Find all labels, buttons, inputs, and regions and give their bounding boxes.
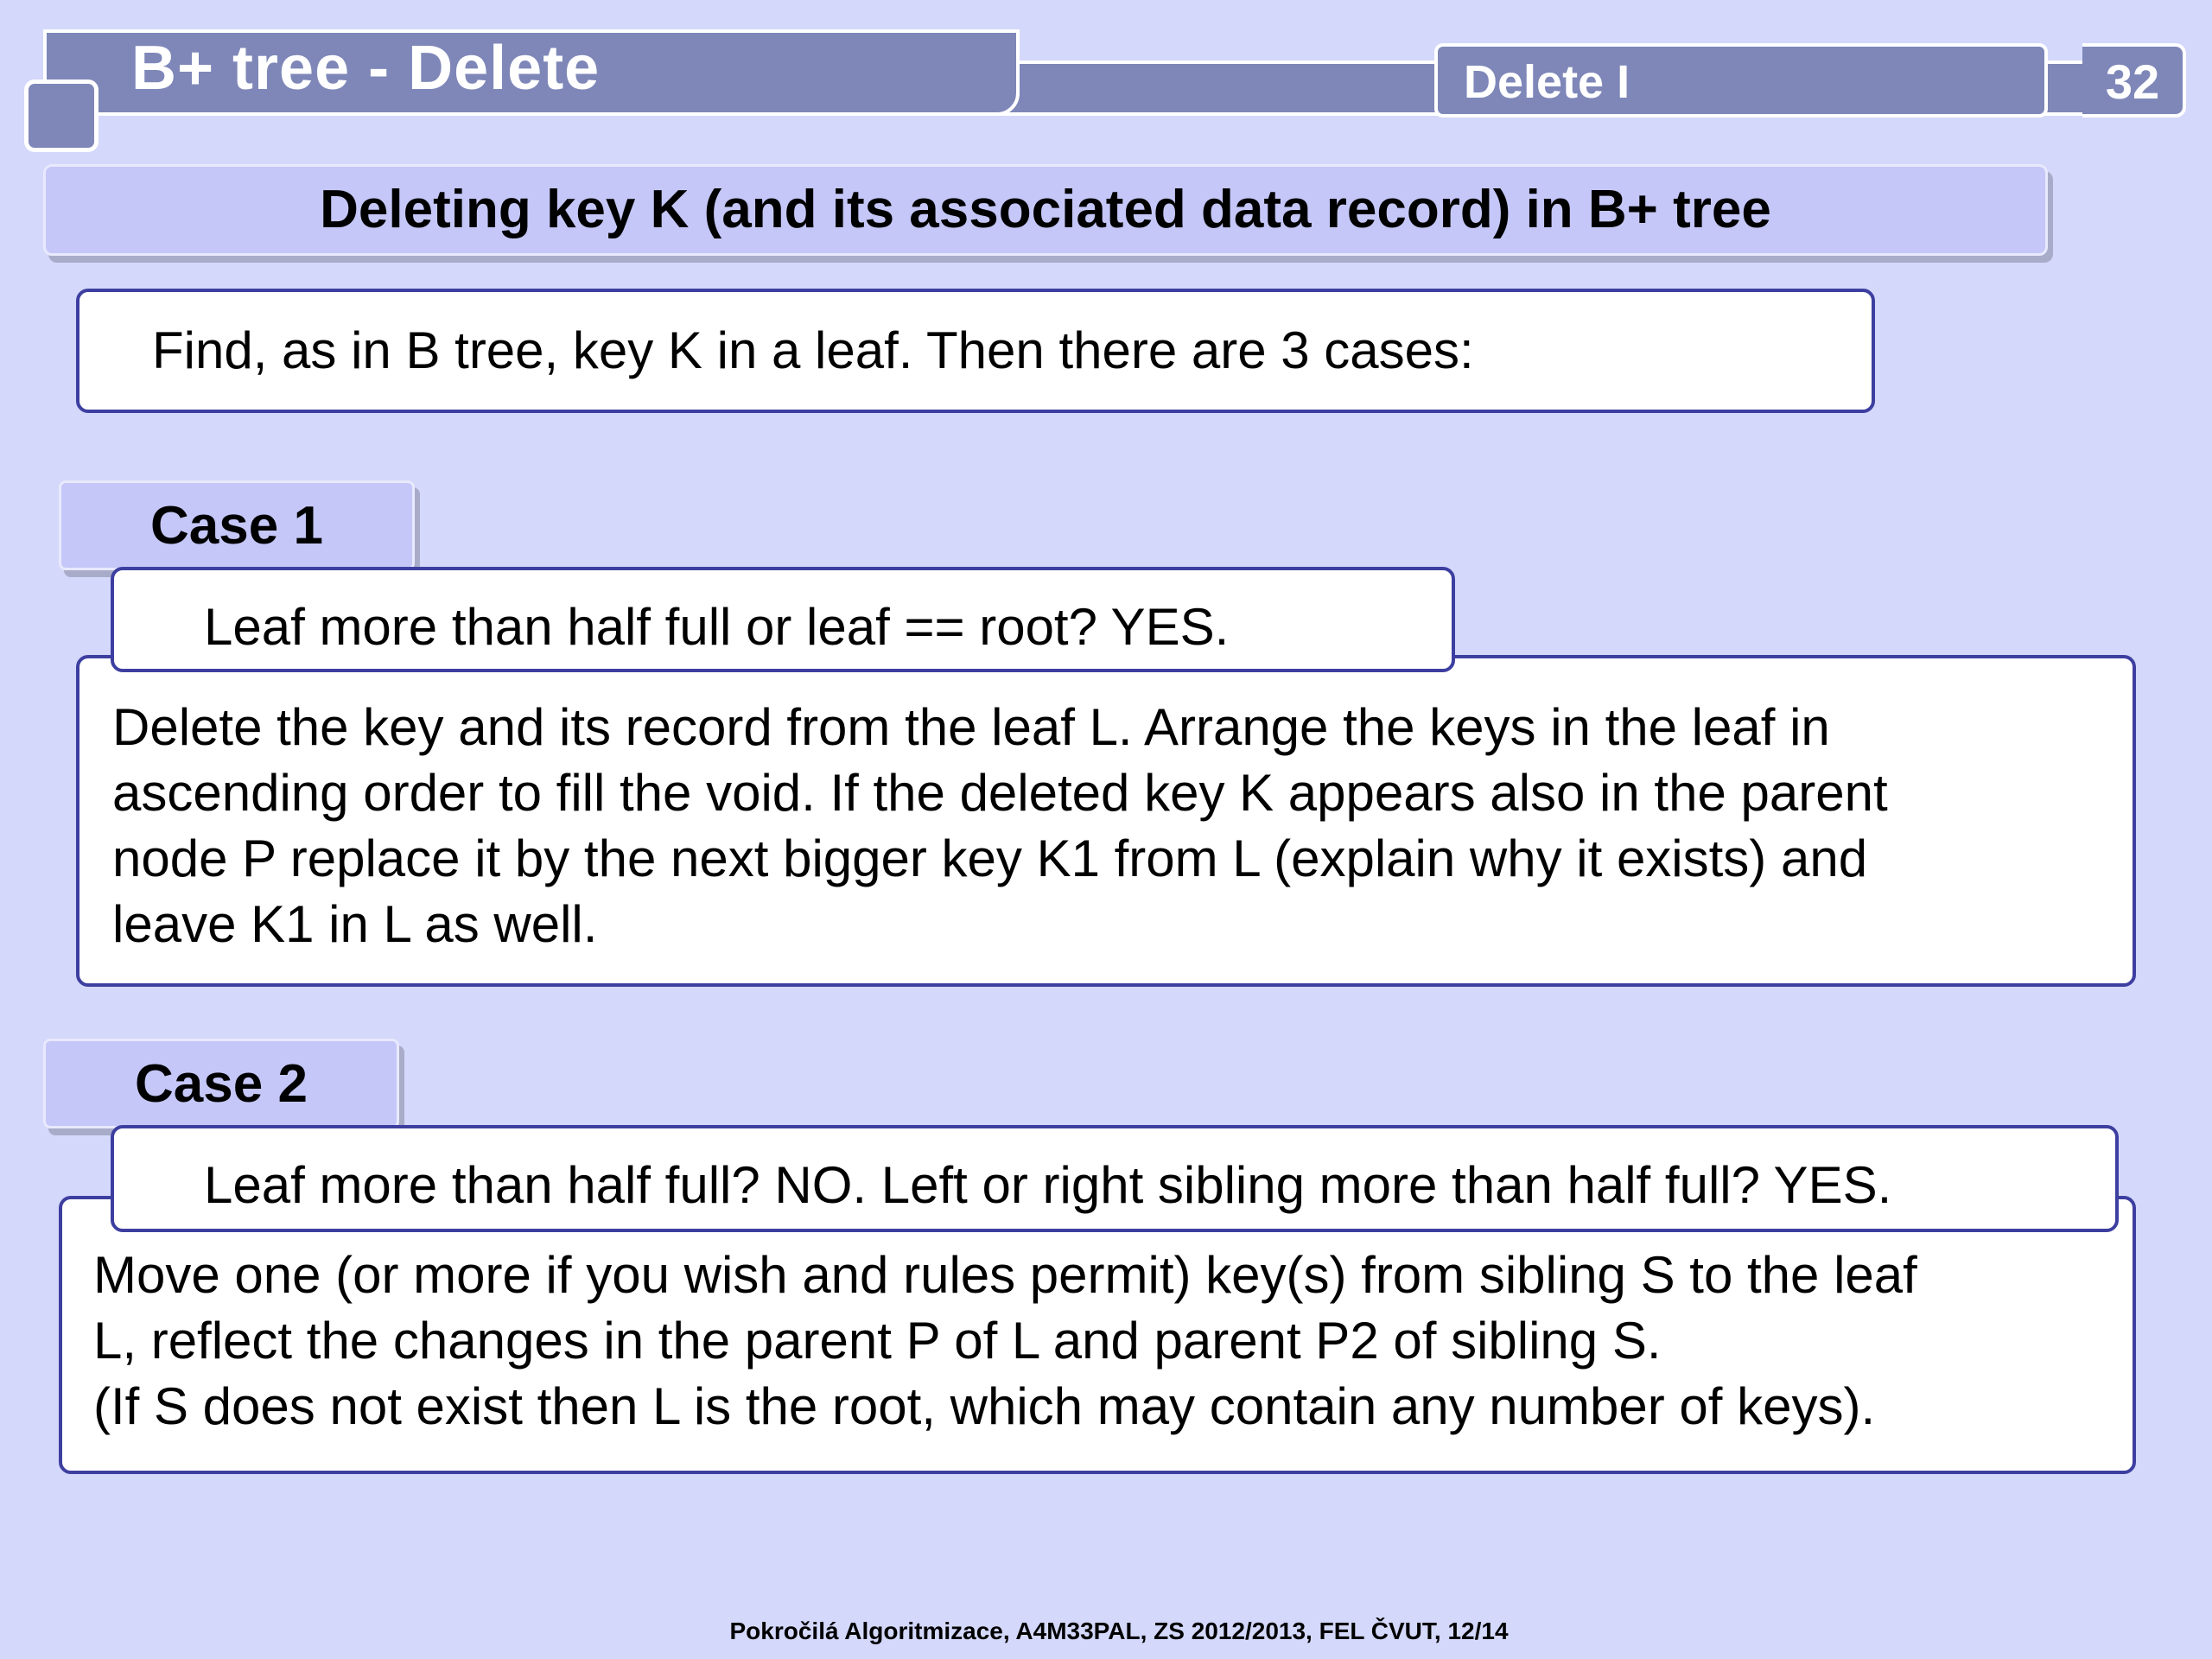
case1-line: ascending order to fill the void. If the deleted key K appears also in the parent bbox=[112, 764, 1888, 822]
section-label: Delete I bbox=[1434, 43, 2048, 118]
footer-text: Pokročilá Algoritmizace, A4M33PAL, ZS 2012/2013, FEL ČVUT, 12/14 bbox=[729, 1618, 1509, 1644]
corner-decoration bbox=[24, 79, 99, 152]
case1-line: node P replace it by the next bigger key K1 from L (explain why it exists) and bbox=[112, 830, 1868, 887]
page-number: 32 bbox=[2082, 43, 2186, 118]
slide-title: B+ tree - Delete bbox=[131, 34, 601, 103]
case2-label: Case 2 bbox=[43, 1039, 399, 1128]
intro-box: Find, as in B tree, key K in a leaf. Then there are 3 cases: bbox=[76, 289, 1875, 413]
case2-line: (If S does not exist then L is the root, which may contain any number of keys). bbox=[93, 1377, 1876, 1435]
case2-question: Leaf more than half full? NO. Left or right sibling more than half full? YES. bbox=[111, 1125, 2119, 1232]
case2-line: Move one (or more if you wish and rules permit) key(s) from sibling S to the leaf bbox=[93, 1246, 1917, 1304]
subtitle-banner: Deleting key K (and its associated data record) in B+ tree bbox=[43, 164, 2048, 256]
case2-body bbox=[59, 1196, 2136, 1474]
case2-line: L, reflect the changes in the parent P of L and parent P2 of sibling S. bbox=[93, 1312, 1662, 1370]
case1-line: Delete the key and its record from the leaf L. Arrange the keys in the leaf in bbox=[112, 698, 1830, 756]
case1-question: Leaf more than half full or leaf == root? YES. bbox=[111, 567, 1455, 672]
case1-label: Case 1 bbox=[59, 480, 415, 570]
case1-body bbox=[76, 655, 2136, 987]
case1-line: leave K1 in L as well. bbox=[112, 895, 598, 953]
